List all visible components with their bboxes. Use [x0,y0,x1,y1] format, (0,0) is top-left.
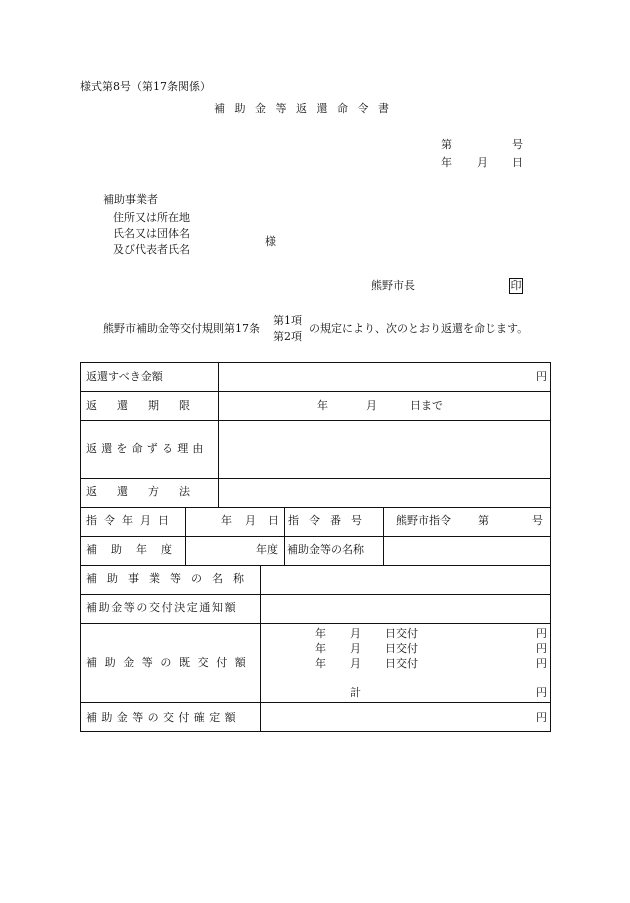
deadline-day-until: 日まで [410,399,443,412]
body-suffix: の規定により、次のとおり返還を命じます。 [309,322,529,335]
decision-notice-label: 補助金等の交付決定通知額 [86,601,238,614]
already-paid-label: 補助金等の既交付額 [86,656,254,669]
paid-row-1-year: 年 [315,627,326,640]
reason-label: 返還を命ずる理由 [86,442,208,455]
return-amount-label: 返還すべき金額 [86,370,163,383]
date-year: 年 [441,156,452,169]
paid-row-3-yen: 円 [536,657,547,670]
document-title: 補助金等返還命令書 [214,102,399,115]
order-number-label: 指令番号 [288,514,372,527]
addressee-representative: 及び代表者氏名 [113,243,190,256]
seal-mark: 印 [510,279,522,292]
deadline-year: 年 [317,399,328,412]
doc-number-go: 号 [512,138,523,151]
paid-row-2-month: 月 [350,642,361,655]
body-prefix: 熊野市補助金等交付規則第17条 [103,322,260,335]
order-number-go: 号 [532,514,543,527]
paid-row-1-day: 日交付 [385,627,418,640]
method-label: 返還方法 [86,485,210,498]
form-number: 様式第8号（第17条関係） [80,80,211,93]
deadline-label: 返還期限 [86,399,210,412]
paid-total-label: 計 [350,686,361,699]
paid-row-2-year: 年 [315,642,326,655]
paid-total-yen: 円 [536,686,547,699]
confirmed-amount-yen: 円 [536,711,547,724]
addressee-name: 氏名又は団体名 [113,227,190,240]
date-month: 月 [477,156,488,169]
return-order-table [80,362,552,734]
fiscal-year-label: 補助年度 [86,543,186,556]
paid-row-2-day: 日交付 [385,642,418,655]
fiscal-year-suffix: 年度 [256,543,278,556]
paid-row-3-day: 日交付 [385,657,418,670]
subsidy-name-label: 補助金等の名称 [287,543,364,556]
issuer-name: 熊野市長 [371,279,415,292]
order-number-dai: 第 [478,514,489,527]
doc-number-dai: 第 [441,138,452,151]
order-date-year: 年 [221,514,232,527]
honorific-sama: 様 [265,235,276,248]
paid-row-2-yen: 円 [536,642,547,655]
confirmed-amount-label: 補助金等の交付確定額 [86,711,240,724]
paid-row-3-year: 年 [315,657,326,670]
order-date-label: 指令年月日 [86,514,176,527]
date-day: 日 [512,156,523,169]
paid-row-1-month: 月 [350,627,361,640]
return-amount-yen: 円 [536,370,547,383]
addressee-address: 住所又は所在地 [113,211,190,224]
paid-row-1-yen: 円 [536,627,547,640]
clause-1: 第1項 [273,314,302,327]
order-number-prefix: 熊野市指令 [396,514,451,527]
addressee-heading: 補助事業者 [103,193,158,206]
project-name-label: 補助事業等の名称 [86,572,254,585]
clause-2: 第2項 [273,330,302,343]
deadline-month: 月 [366,399,377,412]
order-date-month: 月 [245,514,256,527]
order-date-day: 日 [268,514,279,527]
paid-row-3-month: 月 [350,657,361,670]
